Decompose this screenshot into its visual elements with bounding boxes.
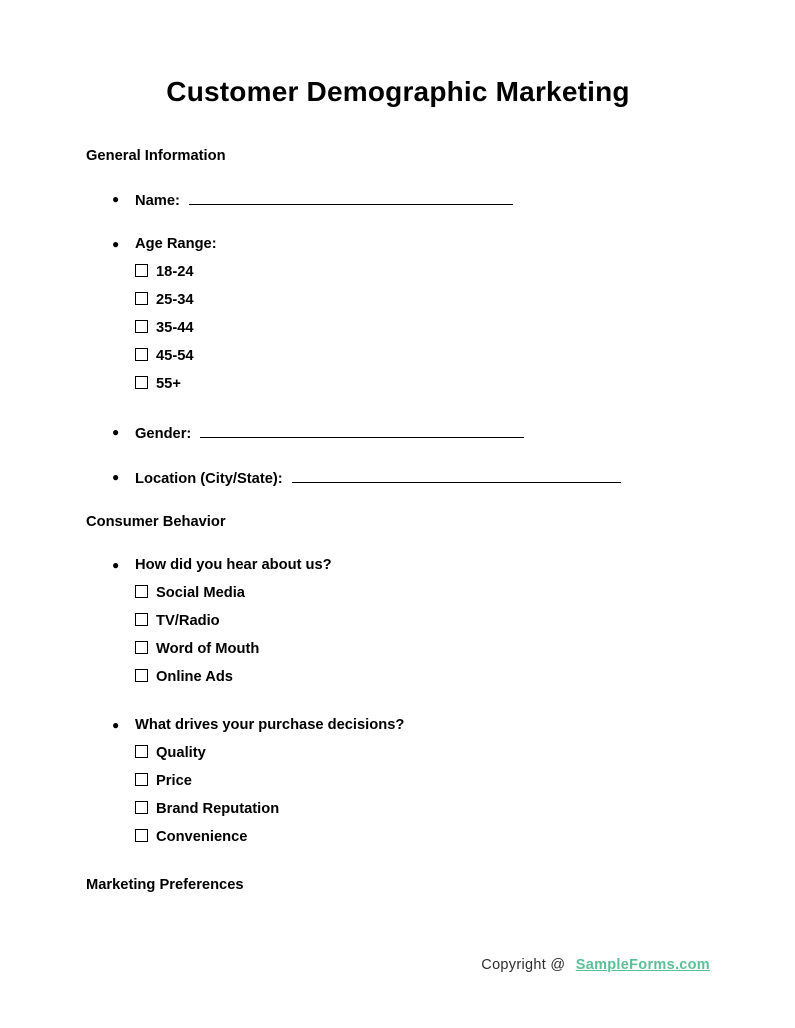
- field-label-purchase-decisions: What drives your purchase decisions?: [135, 717, 405, 733]
- bullet-icon: ●: [112, 425, 120, 439]
- location-blank-line[interactable]: [292, 469, 621, 483]
- checkbox-option-quality: [135, 739, 710, 767]
- name-blank-line[interactable]: [189, 191, 513, 205]
- checkbox-label: Brand Reputation: [156, 801, 280, 817]
- checkbox-label: 18-24: [156, 264, 194, 280]
- checkbox-unchecked-icon[interactable]: [135, 801, 148, 814]
- checkbox-label: Quality: [156, 745, 206, 761]
- bullet-icon: ●: [112, 558, 120, 572]
- checkbox-unchecked-icon[interactable]: [135, 669, 148, 682]
- checkbox-unchecked-icon[interactable]: [135, 348, 148, 361]
- checkbox-label: 55+: [156, 376, 181, 392]
- age-range-options: [135, 258, 710, 398]
- checkbox-unchecked-icon[interactable]: [135, 773, 148, 786]
- page-title: Customer Demographic Marketing: [166, 76, 630, 107]
- checkbox-unchecked-icon[interactable]: [135, 292, 148, 305]
- bullet-icon: ●: [112, 470, 120, 484]
- checkbox-unchecked-icon[interactable]: [135, 829, 148, 842]
- checkbox-option-35-44: [135, 314, 710, 342]
- checkbox-unchecked-icon[interactable]: [135, 376, 148, 389]
- checkbox-label: 25-34: [156, 292, 194, 308]
- general-information-list: [86, 191, 710, 488]
- checkbox-label: Convenience: [156, 829, 248, 845]
- form-field-location: [86, 469, 710, 488]
- field-label-location: Location (City/State):: [135, 471, 283, 487]
- checkbox-label: Price: [156, 773, 192, 789]
- hear-about-us-options: [135, 579, 710, 691]
- purchase-decisions-options: [135, 739, 710, 851]
- checkbox-option-word-of-mouth: [135, 635, 710, 663]
- checkbox-option-55-plus: [135, 370, 710, 398]
- section-heading-general-information: General Information: [86, 148, 226, 164]
- checkbox-option-tv-radio: [135, 607, 710, 635]
- form-field-hear-about-us: [86, 557, 710, 691]
- bullet-icon: ●: [112, 718, 120, 732]
- field-label-gender: Gender:: [135, 426, 192, 442]
- checkbox-label: 35-44: [156, 320, 194, 336]
- checkbox-unchecked-icon[interactable]: [135, 585, 148, 598]
- copyright-text: Copyright @: [481, 957, 566, 973]
- footer: [481, 957, 710, 973]
- checkbox-option-18-24: [135, 258, 710, 286]
- section-heading-consumer-behavior: Consumer Behavior: [86, 514, 226, 530]
- gender-blank-line[interactable]: [200, 424, 524, 438]
- field-label-name: Name:: [135, 193, 180, 209]
- checkbox-label: 45-54: [156, 348, 194, 364]
- checkbox-unchecked-icon[interactable]: [135, 745, 148, 758]
- bullet-icon: ●: [112, 192, 120, 206]
- checkbox-label: Word of Mouth: [156, 641, 260, 657]
- checkbox-label: TV/Radio: [156, 613, 220, 629]
- form-field-purchase-decisions: [86, 717, 710, 851]
- checkbox-unchecked-icon[interactable]: [135, 613, 148, 626]
- checkbox-label: Social Media: [156, 585, 245, 601]
- checkbox-unchecked-icon[interactable]: [135, 641, 148, 654]
- sampleforms-link[interactable]: SampleForms.com: [575, 957, 710, 973]
- checkbox-option-convenience: [135, 823, 710, 851]
- checkbox-unchecked-icon[interactable]: [135, 320, 148, 333]
- checkbox-option-45-54: [135, 342, 710, 370]
- field-label-age-range: Age Range:: [135, 236, 217, 252]
- field-label-hear-about-us: How did you hear about us?: [135, 557, 332, 573]
- checkbox-option-online-ads: [135, 663, 710, 691]
- checkbox-option-25-34: [135, 286, 710, 314]
- form-field-name: [86, 191, 710, 210]
- checkbox-label: Online Ads: [156, 669, 233, 685]
- section-heading-marketing-preferences: Marketing Preferences: [86, 877, 244, 893]
- checkbox-option-brand-reputation: [135, 795, 710, 823]
- form-field-age-range: [86, 236, 710, 398]
- bullet-icon: ●: [112, 237, 120, 251]
- checkbox-option-social-media: [135, 579, 710, 607]
- checkbox-option-price: [135, 767, 710, 795]
- consumer-behavior-list: [86, 557, 710, 851]
- checkbox-unchecked-icon[interactable]: [135, 264, 148, 277]
- form-field-gender: [86, 424, 710, 443]
